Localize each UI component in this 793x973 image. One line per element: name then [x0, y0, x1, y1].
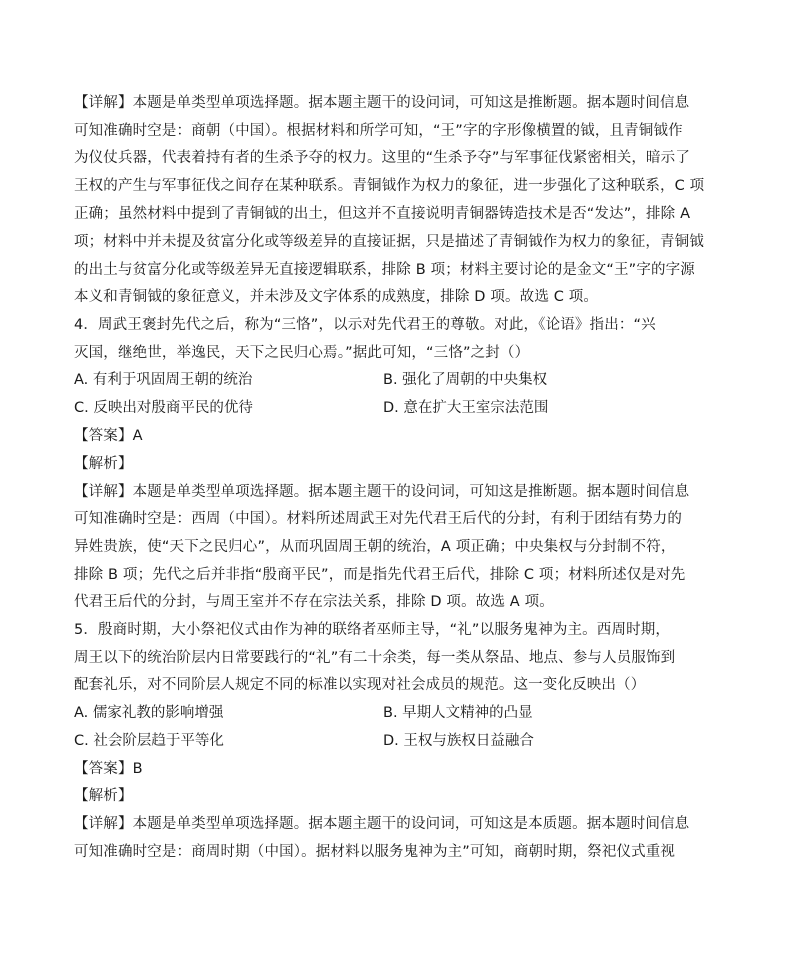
option-d: D. 意在扩大王室宗法范围: [383, 400, 549, 416]
question-5-stem: 周王以下的统治阶层内日常要践行的“礼”有二十余类，每一类从祭品、地点、参与人员服饰到: [74, 650, 676, 666]
option-c: C. 反映出对殷商平民的优待: [74, 400, 253, 416]
detail-line: 【详解】本题是单类型单项选择题。据本题主题干的设问词，可知这是推断题。据本题时间信息: [74, 95, 690, 111]
detail-line: 的出土与贫富分化或等级差异无直接逻辑联系，排除 B 项；材料主要讨论的是金文“王”字的字源: [74, 262, 695, 278]
detail-line: 可知准确时空是：商周时期（中国）。据材料以服务鬼神为主”可知，商朝时期，祭祀仪式重视: [74, 844, 676, 860]
option-b: B. 早期人文精神的凸显: [383, 705, 533, 721]
detail-line: 排除 B 项；先代之后并非指“殷商平民”，而是指先代君王后代，排除 C 项；材料所述仅是对先: [74, 567, 686, 583]
option-b: B. 强化了周朝的中央集权: [383, 372, 548, 388]
analysis-label: 【解析】: [74, 456, 133, 472]
detail-line: 【详解】本题是单类型单项选择题。据本题主题干的设问词，可知这是本质题。据本题时间信息: [74, 816, 690, 832]
detail-line: 可知准确时空是：商朝（中国）。根据材料和所学可知，“王”字的字形像横置的钺，且青铜钺作: [74, 123, 683, 139]
option-a: A. 有利于巩固周王朝的统治: [74, 372, 253, 388]
option-d: D. 王权与族权日益融合: [383, 733, 534, 749]
question-5-stem: 5．殷商时期，大小祭祀仪式由作为神的联络者巫师主导，“礼”以服务鬼神为主。西周时期，: [74, 622, 671, 638]
question-4-stem: 灭国，继绝世，举逸民，天下之民归心焉。”据此可知，“三恪”之封（）: [74, 345, 530, 361]
detail-line: 本义和青铜钺的象征意义，并未涉及文字体系的成熟度，排除 D 项。故选 C 项。: [74, 289, 599, 305]
analysis-label: 【解析】: [74, 788, 133, 804]
detail-line: 【详解】本题是单类型单项选择题。据本题主题干的设问词，可知这是推断题。据本题时间信息: [74, 484, 690, 500]
option-a: A. 儒家礼教的影响增强: [74, 705, 224, 721]
detail-line: 异姓贵族，使“天下之民归心”，从而巩固周王朝的统治，A 项正确；中央集权与分封制不符，: [74, 539, 676, 555]
detail-line: 可知准确时空是：西周（中国）。材料所述周武王对先代君王后代的分封，有利于团结有势力的: [74, 511, 683, 527]
answer-label: 【答案】B: [74, 761, 143, 777]
detail-line: 代君王后代的分封，与周王室并不存在宗法关系，排除 D 项。故选 A 项。: [74, 594, 554, 610]
option-c: C. 社会阶层趋于平等化: [74, 733, 224, 749]
detail-line: 为仪仗兵器，代表着持有者的生杀予夺的权力。这里的“生杀予夺”与军事征伐紧密相关，暗示了: [74, 150, 690, 166]
detail-line: 王权的产生与军事征伐之间存在某种联系。青铜钺作为权力的象征，进一步强化了这种联系，C 项: [74, 178, 705, 194]
detail-line: 正确；虽然材料中提到了青铜钺的出土，但这并不直接说明青铜器铸造技术是否“发达”，排除 A: [74, 206, 691, 222]
question-4-stem: 4．周武王褒封先代之后，称为“三恪”，以示对先代君王的尊敬。对此，《论语》指出：“兴: [74, 317, 656, 333]
detail-line: 项；材料中并未提及贫富分化或等级差异的直接证据，只是描述了青铜钺作为权力的象征，青铜钺: [74, 234, 704, 250]
answer-label: 【答案】A: [74, 428, 143, 444]
question-5-stem: 配套礼乐，对不同阶层人规定不同的标准以实现对社会成员的规范。这一变化反映出（）: [74, 677, 646, 693]
